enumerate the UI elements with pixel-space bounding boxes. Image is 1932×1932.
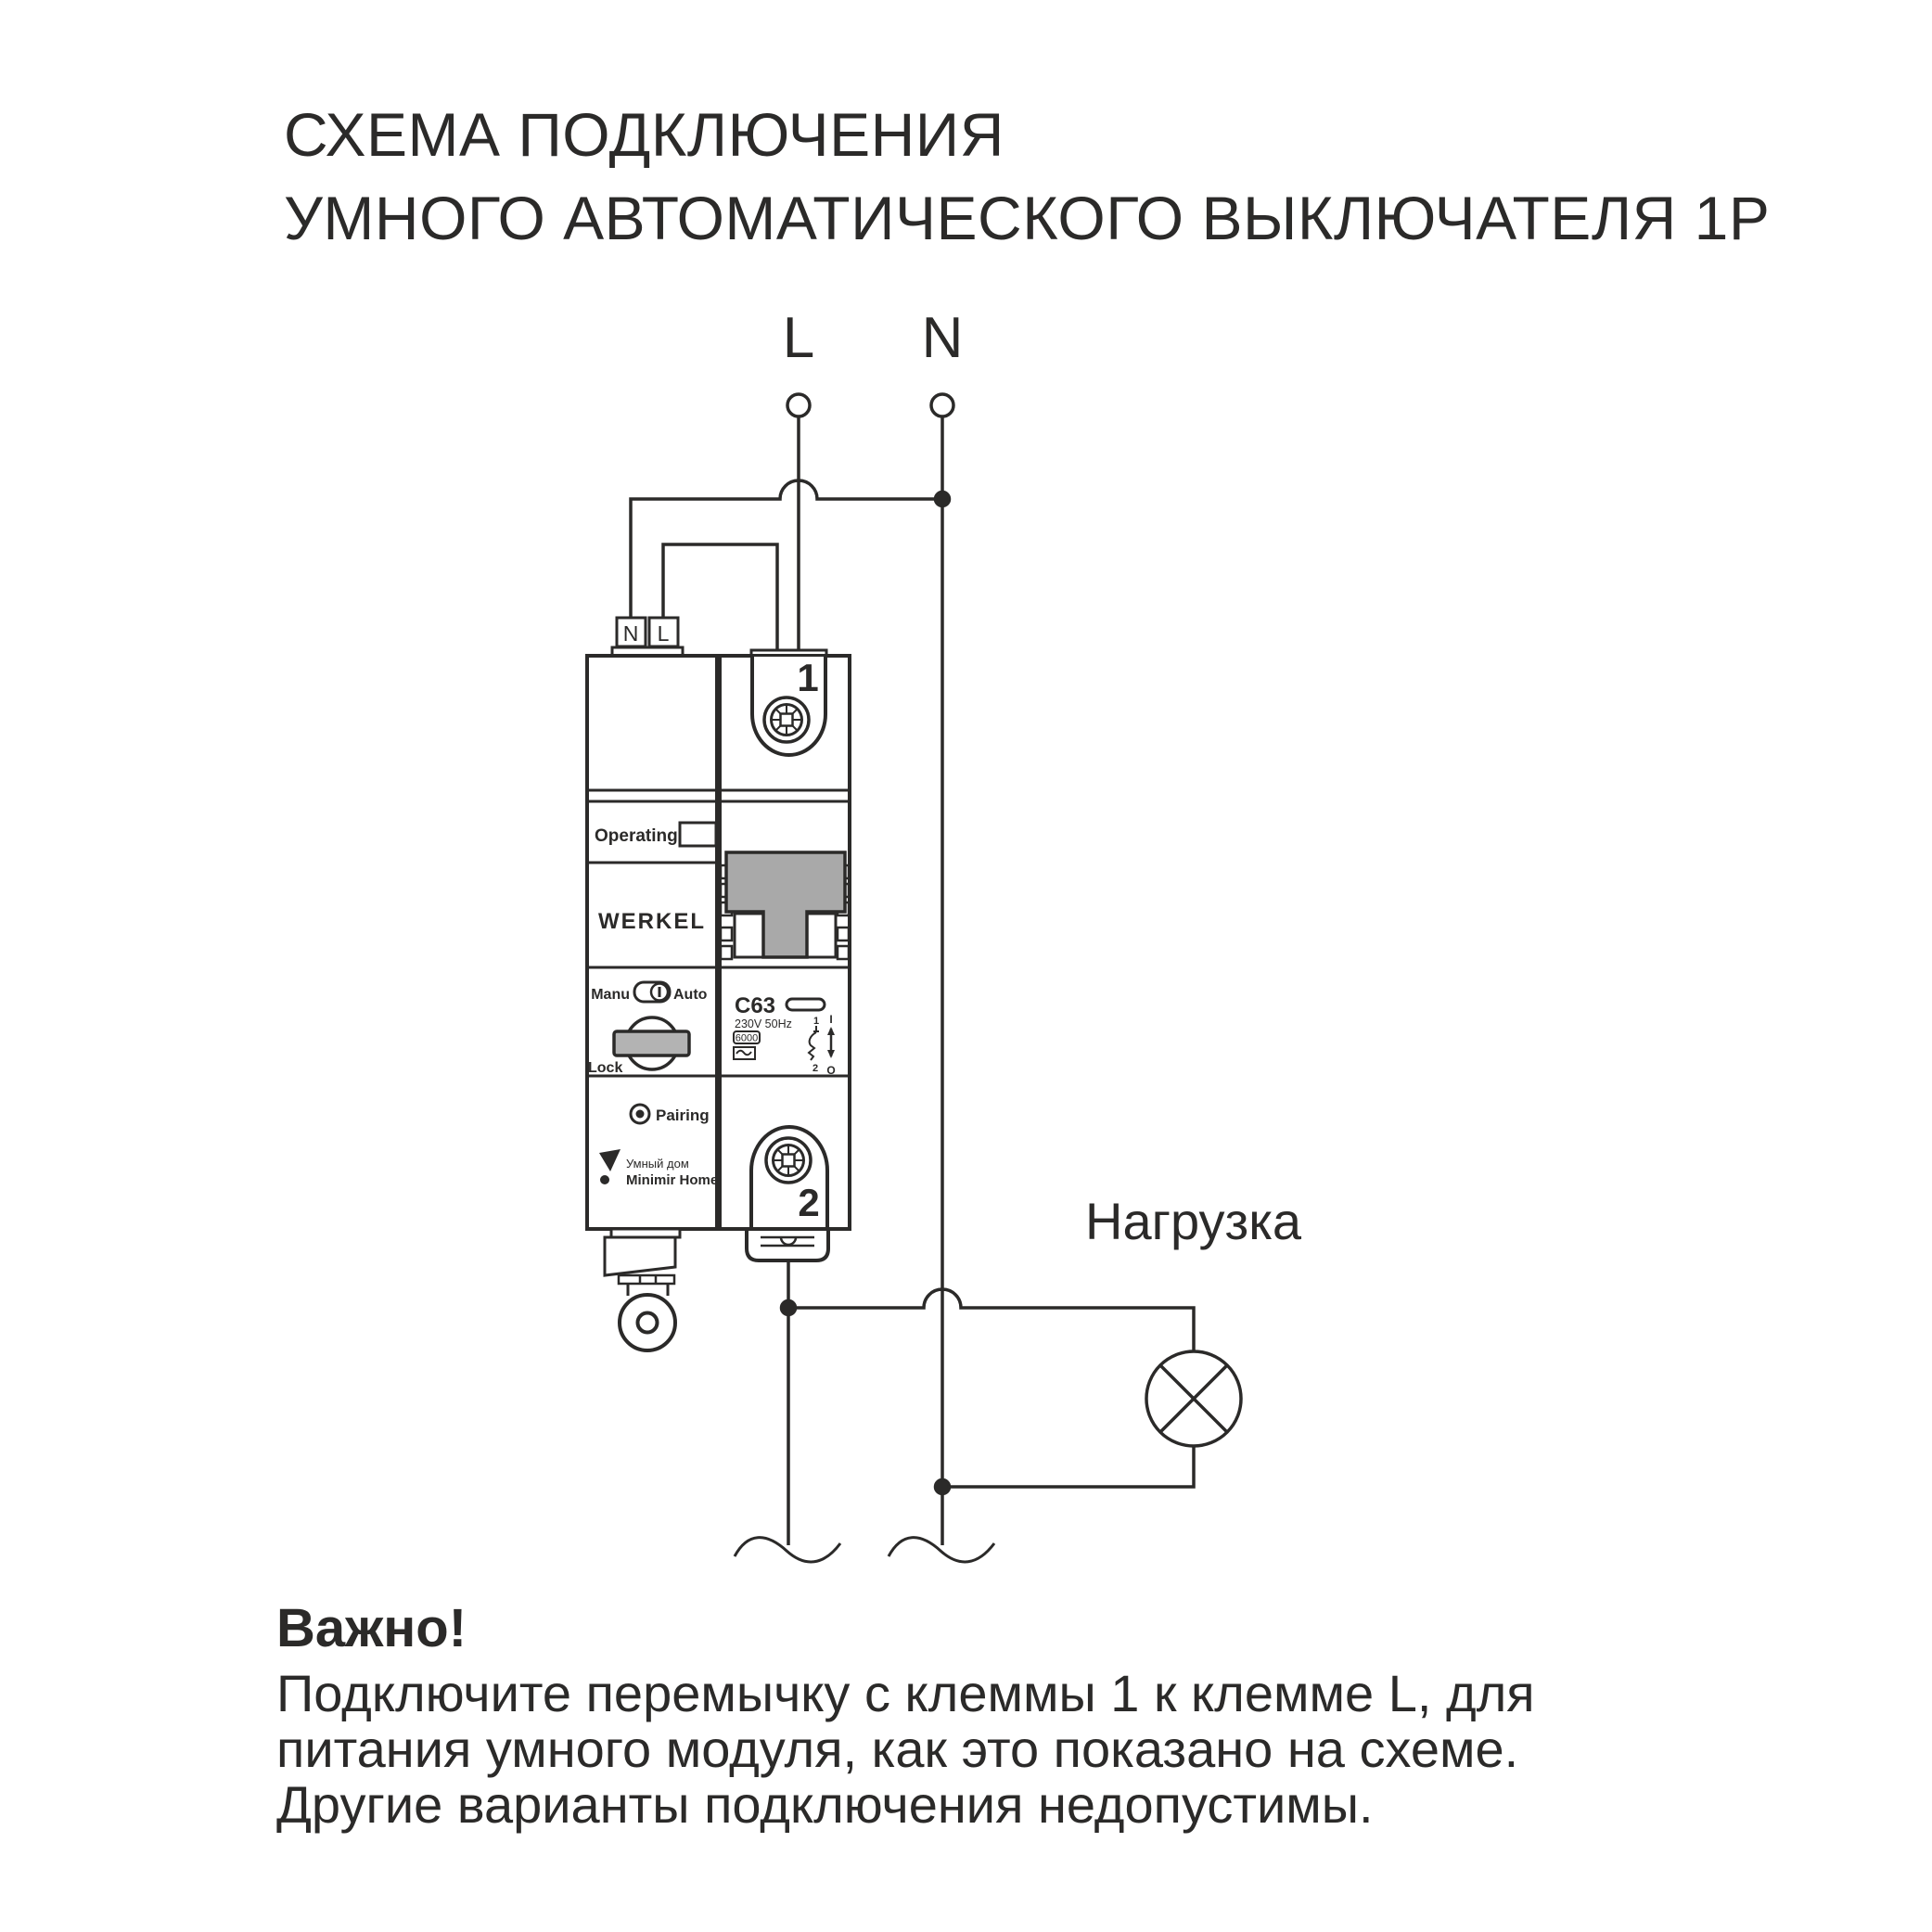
wire-load-top: [788, 1289, 1194, 1351]
breaking-capacity-value: 6000: [735, 1032, 759, 1044]
pairing-label: Pairing: [656, 1107, 710, 1124]
lock-knob-bar: [614, 1031, 689, 1056]
terminal2-screw-icon: [766, 1138, 811, 1183]
junction-dot-n-top: [936, 493, 950, 506]
supply-terminal-l-circle: [787, 394, 810, 416]
module-antenna-assembly: [605, 1229, 680, 1350]
smart-module-body: [587, 656, 717, 1229]
wire-n-branch: [631, 480, 942, 619]
smart-home-line2: Minimir Home: [626, 1172, 719, 1188]
manu-auto-toggle-icon: [634, 982, 670, 1002]
note-heading: Важно!: [276, 1598, 467, 1658]
device: [587, 618, 850, 1350]
on-label: I: [829, 1013, 833, 1026]
breaker-voltage: 230V 50Hz: [735, 1017, 792, 1030]
smart-home-line1: Умный дом: [626, 1157, 689, 1171]
module-terminal-l-label: L: [657, 621, 670, 646]
wire-load-bottom: [942, 1446, 1194, 1487]
wire-jumper: [663, 544, 777, 654]
terminal2-clamp: [747, 1229, 828, 1260]
note-line-3: Другие варианты подключения недопустимы.: [276, 1775, 1374, 1834]
module-terminal-n-label: N: [622, 621, 639, 646]
breaker-terminal2-label: 2: [798, 1181, 820, 1224]
breaker-terminal1-label: 1: [797, 656, 819, 699]
terminal1-screw-icon: [764, 697, 809, 742]
note-line-1: Подключите перемычку с клеммы 1 к клемме L, для: [276, 1664, 1535, 1722]
auto-label: Auto: [673, 987, 708, 1003]
manu-label: Manu: [591, 987, 630, 1003]
off-label: O: [826, 1064, 836, 1077]
junction-dot-load-top: [782, 1301, 796, 1315]
lamp-icon: [1146, 1351, 1241, 1446]
page-title-line1: СХЕМА ПОДКЛЮЧЕНИЯ: [284, 100, 1004, 169]
contact-bottom-label: 2: [812, 1063, 819, 1074]
lock-label: Lock: [588, 1060, 623, 1076]
junction-dot-load-bottom: [936, 1480, 950, 1494]
load-label: Нагрузка: [1085, 1192, 1302, 1250]
supply-terminal-n-circle: [931, 394, 953, 416]
supply-neutral-label: N: [921, 306, 964, 370]
contact-top-label: 1: [812, 1016, 820, 1027]
supply-line-label: L: [782, 306, 815, 370]
note-line-2: питания умного модуля, как это показано на схеме.: [276, 1720, 1519, 1778]
brand-logo: WERKEL: [598, 909, 706, 934]
operating-label: Operating: [595, 826, 678, 846]
breaker-rating: C63: [735, 993, 776, 1018]
page-title-line2: УМНОГО АВТОМАТИЧЕСКОГО ВЫКЛЮЧАТЕЛЯ 1P: [284, 184, 1771, 252]
